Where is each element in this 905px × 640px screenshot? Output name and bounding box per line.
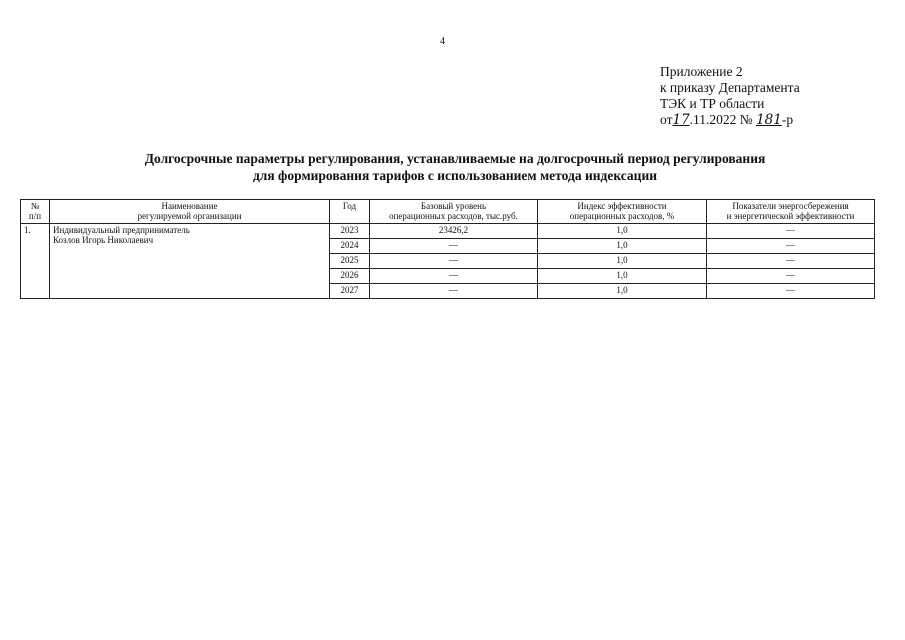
- cell-year: 2026: [330, 269, 370, 284]
- cell-base-level: —: [370, 254, 538, 269]
- header-org-name: Наименование регулируемой организации: [50, 200, 330, 224]
- cell-efficiency-index: 1,0: [538, 239, 707, 254]
- annex-line-4: [660, 112, 800, 128]
- page-number: 4: [440, 36, 445, 47]
- cell-efficiency-index: 1,0: [538, 284, 707, 299]
- annex-date-prefix: от: [660, 112, 673, 127]
- title-line-2: для формирования тарифов с использованием метода индексации: [252, 168, 658, 183]
- annex-line-3: ТЭК и ТР области: [660, 96, 765, 111]
- cell-efficiency-index: 1,0: [538, 224, 707, 239]
- cell-base-level: —: [370, 284, 538, 299]
- header-number: № п/п: [21, 200, 50, 224]
- cell-energy-indicator: —: [707, 269, 875, 284]
- header-efficiency-index: Индекс эффективности операционных расходов, %: [538, 200, 707, 224]
- annex-date-middle: .11.2022 №: [689, 112, 753, 127]
- cell-year: 2027: [330, 284, 370, 299]
- cell-year: 2025: [330, 254, 370, 269]
- cell-year: 2024: [330, 239, 370, 254]
- annex-order-number: 181: [756, 112, 782, 128]
- org-name: Индивидуальный предприниматель Козлов Игорь Николаевич: [50, 224, 330, 299]
- header-energy-indicators: Показатели энергосбережения и энергетической эффективности: [707, 200, 875, 224]
- annex-date-day: 17: [672, 112, 690, 128]
- table-header-row: [21, 200, 875, 224]
- document-title: [40, 150, 870, 184]
- header-year: Год: [330, 200, 370, 224]
- cell-energy-indicator: —: [707, 284, 875, 299]
- org-number: 1.: [21, 224, 50, 299]
- cell-base-level: —: [370, 269, 538, 284]
- cell-efficiency-index: 1,0: [538, 254, 707, 269]
- annex-line-2: к приказу Департамента: [660, 80, 800, 95]
- cell-energy-indicator: —: [707, 239, 875, 254]
- annex-block: [660, 64, 800, 128]
- annex-order-suffix: -р: [781, 112, 794, 127]
- table-row: [21, 224, 875, 239]
- cell-base-level: —: [370, 239, 538, 254]
- cell-energy-indicator: —: [707, 224, 875, 239]
- annex-line-1: Приложение 2: [660, 64, 743, 79]
- cell-base-level: 23426,2: [370, 224, 538, 239]
- parameters-table: [20, 199, 875, 299]
- title-line-1: Долгосрочные параметры регулирования, устанавливаемые на долгосрочный период регулирования: [144, 151, 766, 166]
- header-base-level: Базовый уровень операционных расходов, тыс.руб.: [370, 200, 538, 224]
- cell-energy-indicator: —: [707, 254, 875, 269]
- cell-year: 2023: [330, 224, 370, 239]
- cell-efficiency-index: 1,0: [538, 269, 707, 284]
